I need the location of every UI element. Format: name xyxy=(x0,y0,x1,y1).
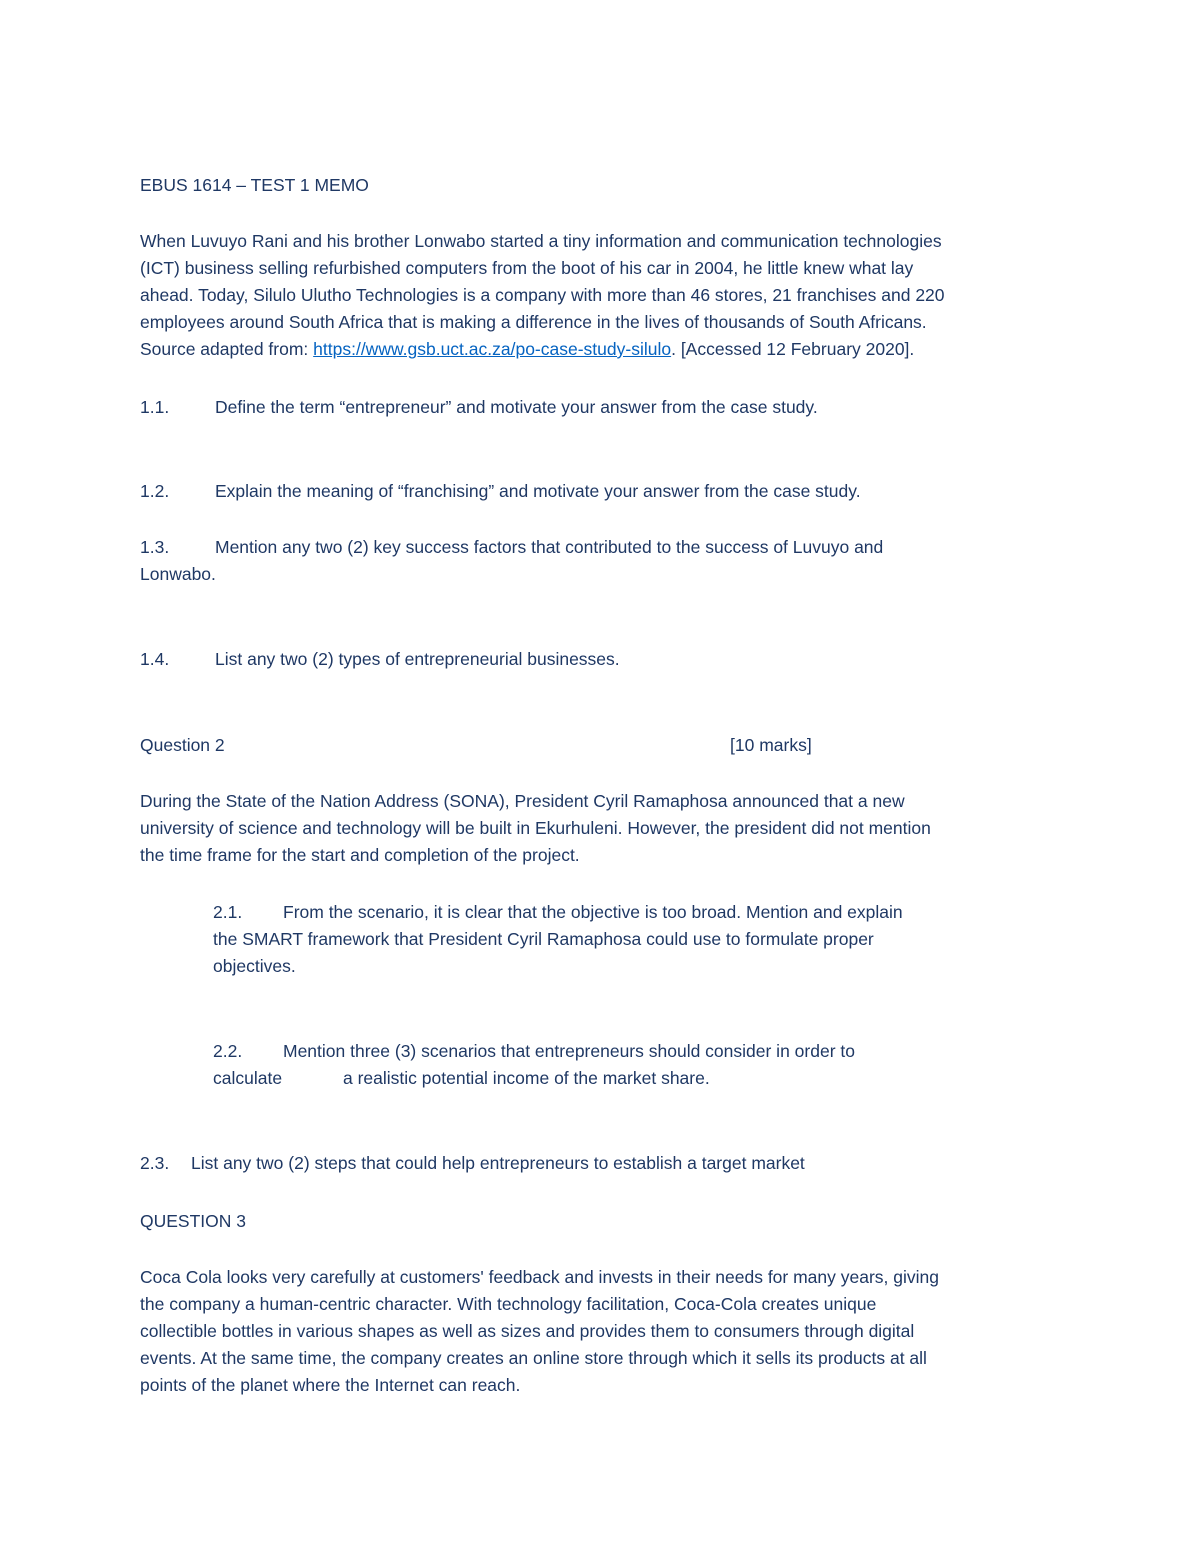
q3-line-5: points of the planet where the Internet can reach. xyxy=(140,1375,521,1395)
question-2-2-line-2: calculate xyxy=(213,1068,283,1088)
question-2-2 xyxy=(213,1038,855,1065)
source-suffix: . [Accessed 12 February 2020]. xyxy=(671,339,915,359)
intro-line-1: When Luvuyo Rani and his brother Lonwabo started a tiny information and communication technologies xyxy=(140,231,942,251)
question-number: 1.2. xyxy=(140,481,170,501)
question-2-heading: Question 2 xyxy=(140,735,225,755)
question-text: Define the term “entrepreneur” and motivate your answer from the case study. xyxy=(215,397,818,417)
intro-line-3: ahead. Today, Silulo Ulutho Technologies is a company with more than 46 stores, 21 franchises and 220 xyxy=(140,285,945,305)
question-2-1-line-2: the SMART framework that President Cyril Ramaphosa could use to formulate proper xyxy=(213,929,874,949)
question-number: 2.2. xyxy=(213,1041,243,1061)
question-1-3-continued: Lonwabo. xyxy=(140,564,216,584)
intro-line-4: employees around South Africa that is making a difference in the lives of thousands of South Africans. xyxy=(140,312,927,332)
scenario-line-1: During the State of the Nation Address (SONA), President Cyril Ramaphosa announced that a new xyxy=(140,791,905,811)
question-2-2-line-2b: a realistic potential income of the market share. xyxy=(343,1068,710,1088)
question-number: 1.4. xyxy=(140,649,170,669)
question-2-marks: [10 marks] xyxy=(730,735,812,755)
scenario-line-2: university of science and technology will be built in Ekurhuleni. However, the president did not mention xyxy=(140,818,931,838)
question-number: 2.3. xyxy=(140,1153,170,1173)
question-2-1 xyxy=(213,899,903,926)
q3-line-3: collectible bottles in various shapes as well as sizes and provides them to consumers through digital xyxy=(140,1321,915,1341)
source-line xyxy=(140,336,914,363)
question-2-1-line-3: objectives. xyxy=(213,956,296,976)
question-number: 1.1. xyxy=(140,397,170,417)
question-1-2 xyxy=(140,478,861,505)
question-text: Mention any two (2) key success factors that contributed to the success of Luvuyo and xyxy=(215,537,884,557)
question-text: Explain the meaning of “franchising” and motivate your answer from the case study. xyxy=(215,481,861,501)
question-text: List any two (2) types of entrepreneurial businesses. xyxy=(215,649,620,669)
question-number: 1.3. xyxy=(140,537,170,557)
q3-line-4: events. At the same time, the company creates an online store through which it sells its products at all xyxy=(140,1348,927,1368)
source-prefix: Source adapted from: xyxy=(140,339,314,359)
question-text: List any two (2) steps that could help entrepreneurs to establish a target market xyxy=(191,1153,805,1173)
question-text: Mention three (3) scenarios that entrepreneurs should consider in order to xyxy=(283,1041,855,1061)
q3-line-2: the company a human-centric character. With technology facilitation, Coca-Cola creates unique xyxy=(140,1294,877,1314)
document-title: EBUS 1614 – TEST 1 MEMO xyxy=(140,175,369,195)
intro-line-2: (ICT) business selling refurbished computers from the boot of his car in 2004, he little knew what lay xyxy=(140,258,914,278)
question-1-1 xyxy=(140,394,818,421)
q3-line-1: Coca Cola looks very carefully at customers' feedback and invests in their needs for many years, giving xyxy=(140,1267,939,1287)
question-1-3 xyxy=(140,534,883,561)
question-3-heading: QUESTION 3 xyxy=(140,1211,246,1231)
source-link[interactable]: https://www.gsb.uct.ac.za/po-case-study-silulo xyxy=(313,339,672,359)
question-2-3 xyxy=(140,1150,805,1177)
scenario-line-3: the time frame for the start and completion of the project. xyxy=(140,845,580,865)
question-text: From the scenario, it is clear that the objective is too broad. Mention and explain xyxy=(283,902,903,922)
question-number: 2.1. xyxy=(213,902,243,922)
question-1-4 xyxy=(140,646,620,673)
